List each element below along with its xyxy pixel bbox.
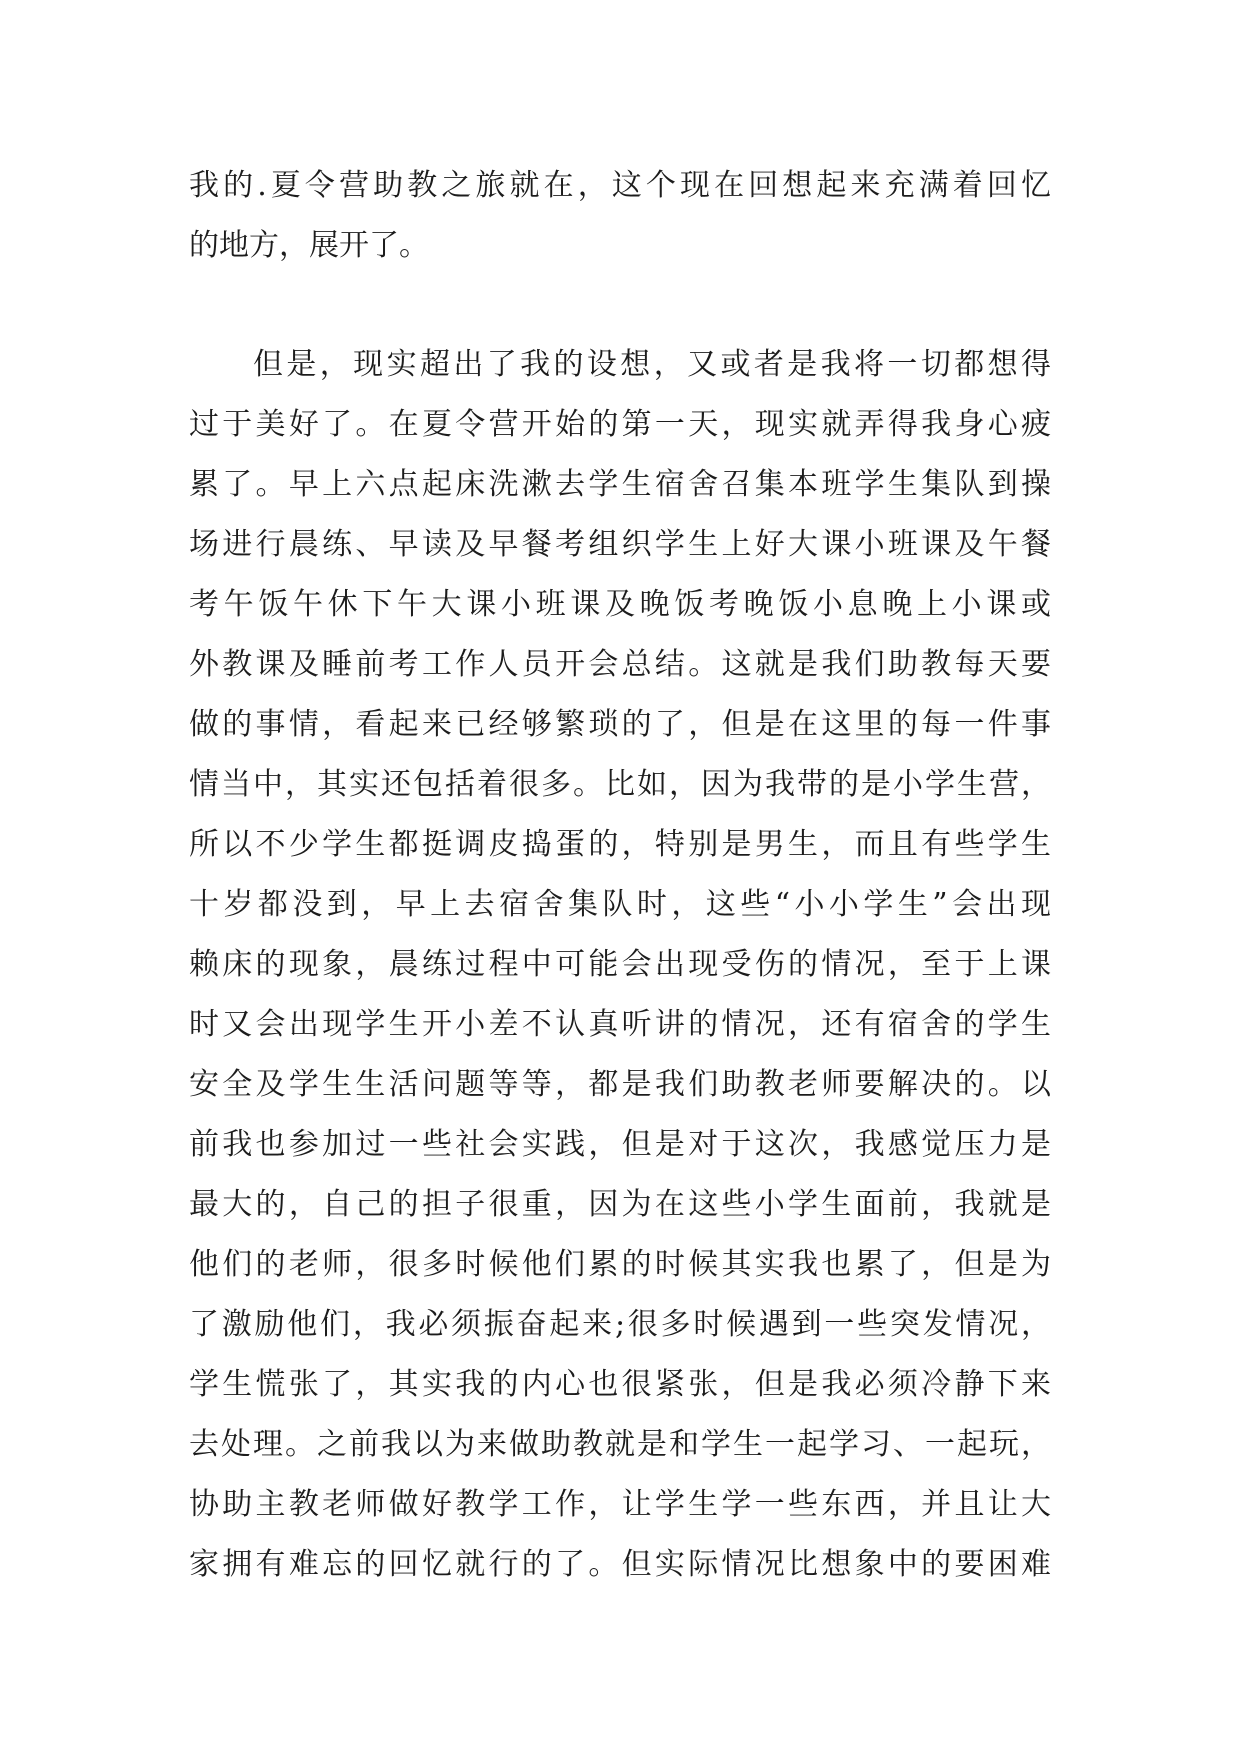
- text-line: 但是，现实超出了我的设想，又或者是我将一切都想得: [253, 347, 1051, 382]
- text-line: 协助主教老师做好教学工作，让学生学一些东西，并且让大: [189, 1487, 1051, 1522]
- text-line: 十岁都没到，早上去宿舍集队时，这些“小小学生”会出现: [189, 887, 1051, 922]
- text-line: 去处理。之前我以为来做助教就是和学生一起学习、一起玩，: [189, 1427, 1051, 1462]
- text-line: 时又会出现学生开小差不认真听讲的情况，还有宿舍的学生: [189, 1007, 1051, 1042]
- text-line: 前我也参加过一些社会实践，但是对于这次，我感觉压力是: [189, 1127, 1051, 1162]
- text-line: 场进行晨练、早读及早餐考组织学生上好大课小班课及午餐: [189, 527, 1051, 562]
- text-line: 我的.夏令营助教之旅就在，这个现在回想起来充满着回忆: [189, 168, 1051, 203]
- text-line: 过于美好了。在夏令营开始的第一天，现实就弄得我身心疲: [189, 407, 1051, 442]
- text-line: 安全及学生生活问题等等，都是我们助教老师要解决的。以: [189, 1067, 1051, 1102]
- text-line: 家拥有难忘的回忆就行的了。但实际情况比想象中的要困难: [189, 1547, 1051, 1582]
- text-line: 他们的老师，很多时候他们累的时候其实我也累了，但是为: [189, 1247, 1051, 1282]
- text-line: 的地方，展开了。: [189, 228, 429, 263]
- text-line: 情当中，其实还包括着很多。比如，因为我带的是小学生营，: [189, 767, 1051, 802]
- text-line: 累了。早上六点起床洗漱去学生宿舍召集本班学生集队到操: [189, 467, 1051, 502]
- text-line: 所以不少学生都挺调皮捣蛋的，特别是男生，而且有些学生: [189, 827, 1051, 862]
- text-line: 考午饭午休下午大课小班课及晚饭考晚饭小息晚上小课或: [189, 587, 1051, 622]
- paragraph-2: [189, 335, 1051, 1595]
- paragraph-1: [189, 156, 1051, 276]
- text-line: 外教课及睡前考工作人员开会总结。这就是我们助教每天要: [189, 647, 1051, 682]
- text-line: 赖床的现象，晨练过程中可能会出现受伤的情况，至于上课: [189, 947, 1051, 982]
- text-line: 做的事情，看起来已经够繁琐的了，但是在这里的每一件事: [189, 707, 1051, 742]
- text-line: 了激励他们，我必须振奋起来;很多时候遇到一些突发情况，: [189, 1307, 1051, 1342]
- text-line: 最大的，自己的担子很重，因为在这些小学生面前，我就是: [189, 1187, 1051, 1222]
- text-line: 学生慌张了，其实我的内心也很紧张，但是我必须冷静下来: [189, 1367, 1051, 1402]
